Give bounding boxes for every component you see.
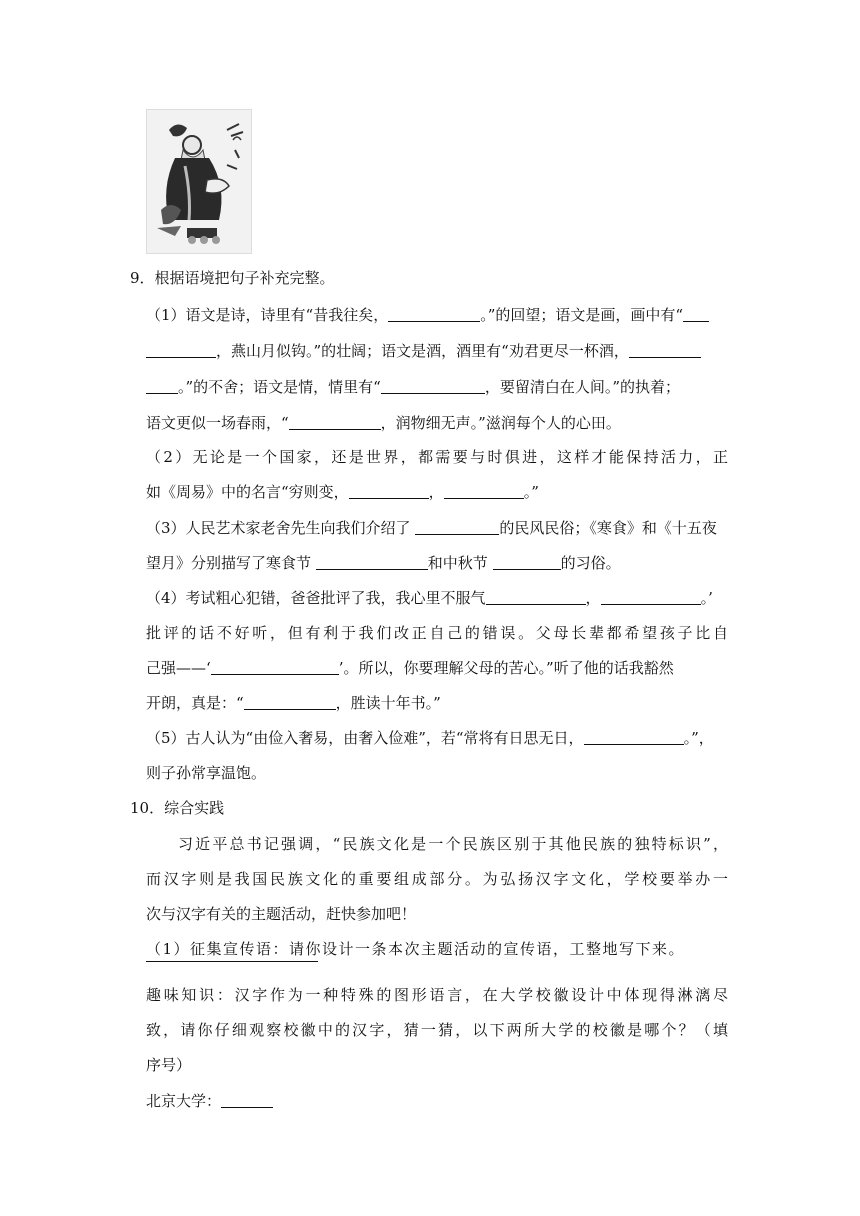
answer-blank[interactable] [349,484,429,499]
answer-blank[interactable] [444,484,524,499]
q9-p3-line2 [146,553,621,573]
q9-p4-line1 [146,588,713,608]
answer-blank[interactable] [211,660,339,675]
q10-fun-line2: 致，请你仔细观察校徽中的汉字，猜一猜，以下两所大学的校徽是哪个？（填 [146,1021,728,1039]
q9-p5-text-b: 。”， [683,729,714,747]
q9-p1-line3 [146,377,680,397]
answer-blank[interactable] [146,379,178,394]
scholar-illustration [146,109,252,254]
q9-p2-line2 [146,482,539,502]
q9-p2-text-c: 。” [523,483,539,501]
q9-p3-text-c: 望月》分别描写了寒食节 [146,554,316,572]
answer-blank[interactable] [493,555,561,570]
q9-p2-text-b: ， [428,483,444,501]
answer-blank[interactable] [486,590,586,605]
q9-p5-text-a: （5）古人认为“由俭入奢易，由奢入俭难”，若“常将有日思无日， [146,729,584,747]
answer-blank[interactable] [415,520,499,535]
answer-blank[interactable] [584,730,684,745]
q10-title: 10．综合实践 [130,799,225,817]
q9-p4-line2: 批评的话不好听，但有利于我们改正自己的错误。父母长辈都希望孩子比自 [146,624,728,642]
q9-p4-line4 [146,693,441,713]
q9-p1-text-d: 。”的不舍；语文是情，情里有“ [178,378,381,396]
q9-p2-line1: （2）无论是一个国家，还是世界，都需要与时俱进，这样才能保持活力，正 [146,448,728,466]
q10-fun-line1: 趣味知识：汉字作为一种特殊的图形语言，在大学校徽设计中体现得淋漓尽 [146,986,728,1004]
q9-p4-text-e: ’。所以，你要理解父母的苦心。”听了他的话我豁然 [338,659,674,677]
answer-blank[interactable] [289,415,381,430]
q9-p1-text-a: （1）语文是诗，诗里有“昔我往矣， [146,306,389,324]
q9-p1-text-f: 语文更似一场春雨，“ [146,414,289,432]
q9-p1-line4 [146,413,621,433]
q9-p4-text-d: 己强——‘ [146,659,211,677]
q9-p1-text-c: ，燕山月似钩。”的壮阔；语文是酒，酒里有“劝君更尽一杯酒， [216,342,629,360]
q9-p4-text-c: 。’ [700,589,713,607]
q9-p3-text-b: 的民风民俗；《寒食》和《十五夜 [499,519,717,537]
q9-p4-text-f: 开朗，真是：“ [146,694,244,712]
q9-p1-text-b: 。”的回望；语文是画，画中有“ [480,306,684,324]
q9-p3-line1 [146,518,717,538]
q9-p1-line2 [146,341,701,361]
q10-fun-line3: 序号） [146,1056,192,1074]
q9-p3-text-d: 和中秋节 [427,554,493,572]
q9-p4-text-g: ，胜读十年书。” [335,694,441,712]
q9-p5-line1 [146,728,714,748]
q10-intro-line1: 习近平总书记强调，“民族文化是一个民族区别于其他民族的独特标识”， [178,835,728,853]
answer-blank[interactable] [244,695,336,710]
scholar-figure-image [147,110,251,253]
q9-p5-line2: 则子孙常享温饱。 [146,764,267,782]
q9-p1-text-g: ，润物细无声。”滋润每个人的心田。 [380,414,621,432]
q10-task1: （1）征集宣传语：请你设计一条本次主题活动的宣传语，工整地写下来。 [146,940,686,958]
q9-p3-text-a: （3）人民艺术家老舍先生向我们介绍了 [146,519,416,537]
answer-blank[interactable] [388,307,480,322]
q9-p1-line1 [146,305,709,325]
q10-pku-line [146,1091,273,1111]
answer-blank[interactable] [629,343,701,358]
q9-p3-text-e: 的习俗。 [560,554,621,572]
answer-blank[interactable] [381,379,485,394]
q9-p4-line3 [146,658,674,678]
slogan-answer-line[interactable] [146,961,318,962]
answer-blank[interactable] [683,307,709,322]
q10-intro-line3: 次与汉字有关的主题活动，赶快参加吧！ [146,905,417,923]
q9-p4-text-b: ， [585,589,601,607]
answer-blank[interactable] [601,590,701,605]
q10-intro-line2: 而汉字则是我国民族文化的重要组成部分。为弘扬汉字文化，学校要举办一 [146,870,728,888]
q9-p4-text-a: （4）考试粗心犯错，爸爸批评了我，我心里不服气 [146,589,486,607]
answer-blank[interactable] [316,555,428,570]
answer-blank[interactable] [146,343,216,358]
answer-blank[interactable] [221,1093,273,1108]
q9-title: 9．根据语境把句子补充完整。 [130,269,335,287]
q9-p1-text-e: ，要留清白在人间。”的执着； [484,378,681,396]
pku-label: 北京大学： [146,1092,222,1110]
q9-p2-text-a: 如《周易》中的名言“穷则变， [146,483,349,501]
